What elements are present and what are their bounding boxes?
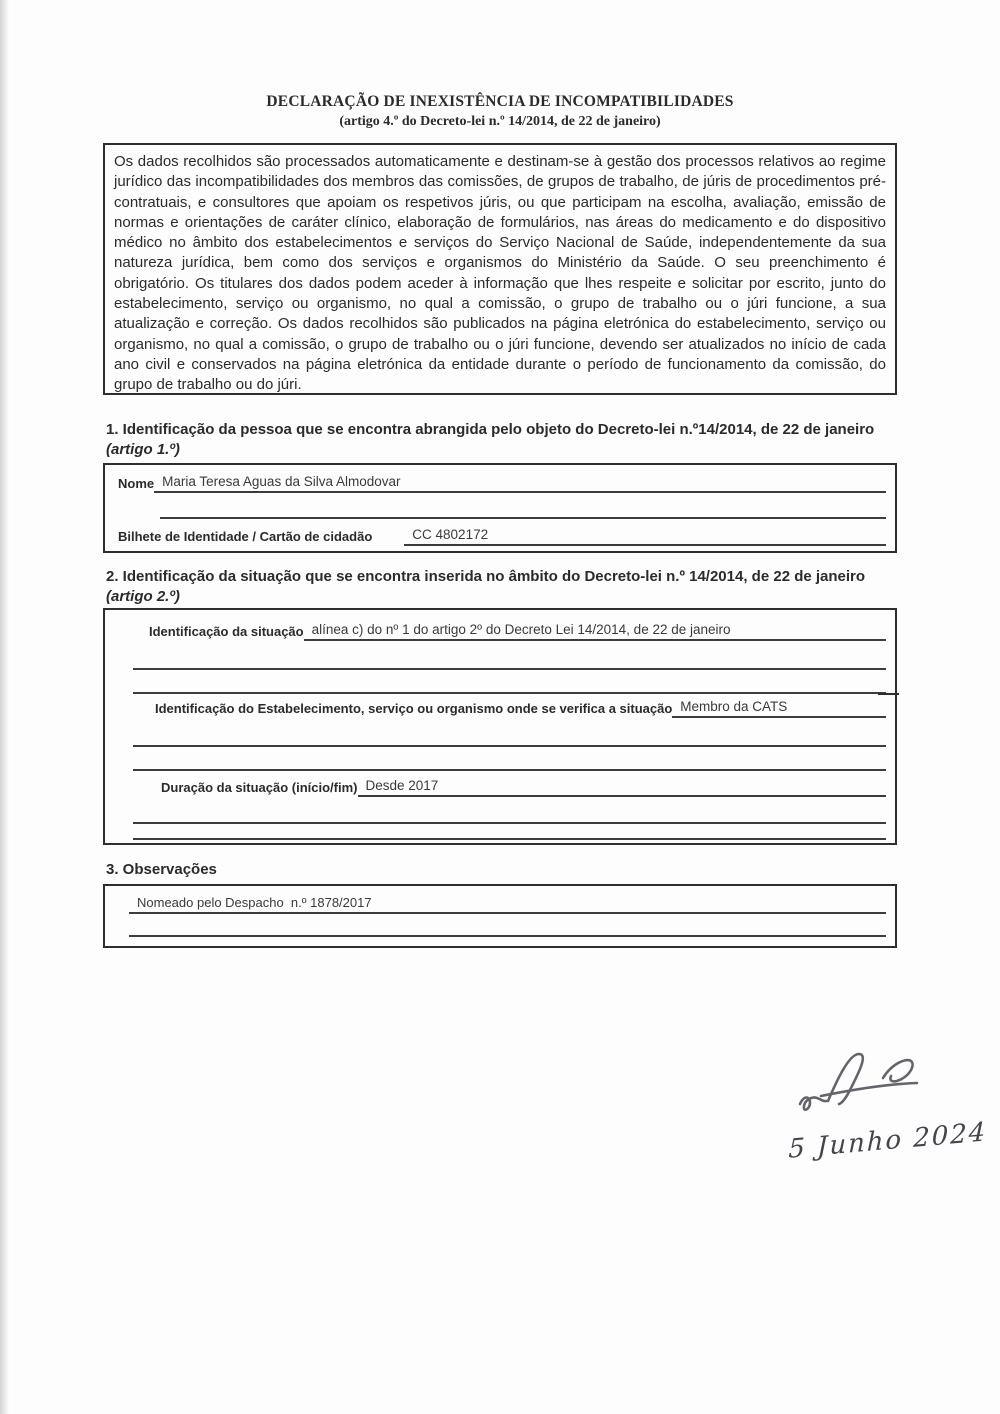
blank-line: [133, 668, 886, 670]
blank-line: [160, 517, 886, 519]
blank-line: [133, 838, 886, 840]
intro-box: [103, 143, 897, 395]
section2-heading-note: (artigo 2.º): [106, 588, 180, 605]
document-subtitle: (artigo 4.º do Decreto-lei n.º 14/2014, de 22 de janeiro): [339, 114, 661, 129]
section2-heading: [106, 567, 906, 607]
duracao-value: Desde 2017: [358, 778, 887, 797]
situacao-value: alínea c) do nº 1 do artigo 2º do Decreto Lei 14/2014, de 22 de janeiro: [304, 622, 886, 641]
section1-heading-note: (artigo 1.º): [106, 441, 180, 458]
observacoes-value: Nomeado pelo Despacho n.º 1878/2017: [129, 895, 886, 914]
estabelecimento-value: Membro da CATS: [672, 699, 886, 718]
field-row-estabelecimento: [155, 697, 886, 718]
document-title: DECLARAÇÃO DE INEXISTÊNCIA DE INCOMPATIBILIDADES: [266, 93, 734, 110]
bilhete-label: Bilhete de Identidade / Cartão de cidadão: [118, 529, 373, 544]
pen-tick-mark: [878, 693, 899, 695]
field-row-bilhete: [118, 525, 886, 546]
section3-box: [103, 884, 897, 948]
signature-scribble: [793, 1046, 945, 1130]
section1-heading-text: 1. Identificação da pessoa que se encontra abrangida pelo objeto do Decreto-lei n.º14/2014, de 22 de janeiro: [106, 421, 875, 438]
nome-value: Maria Teresa Aguas da Silva Almodovar: [154, 474, 886, 493]
estabelecimento-label: Identificação do Estabelecimento, serviço ou organismo onde se verifica a situação: [155, 701, 673, 716]
handwritten-date: 5 Junho 2024: [788, 1117, 988, 1165]
field-row-situacao: [149, 620, 886, 641]
section2-heading-text: 2. Identificação da situação que se encontra inserida no âmbito do Decreto-lei n.º 14/2014, de 22 de janeiro: [106, 568, 866, 585]
scan-edge-shadow: [0, 0, 9, 1414]
duracao-label: Duração da situação (início/fim): [161, 780, 358, 795]
section2-box: [103, 608, 897, 845]
document-header: [0, 93, 1000, 130]
section3-heading: 3. Observações: [106, 861, 217, 878]
field-row-duracao: [161, 776, 886, 797]
blank-line: [133, 745, 886, 747]
bilhete-value: CC 4802172: [404, 527, 886, 546]
blank-line: [133, 769, 886, 771]
nome-label: Nome: [118, 476, 155, 491]
blank-line: [133, 692, 886, 694]
field-row-observacoes: [129, 893, 886, 914]
intro-paragraph: Os dados recolhidos são processados automaticamente e destinam-se à gestão dos processos relativos ao regime jurídico das incompatibilidades dos membros das comissões, de grupos de trabalho, de júris de procedimentos pré-contratuais, e consultores que apoiam os respetivos júris, ou que participam na escolha, avaliação, emissão de normas e orientações de caráter clínico, elaboração de formulários, nas áreas do medicamento e do dispositivo médico no âmbito dos estabelecimentos e serviços do Serviço Nacional de Saúde, independentemente da sua natureza jurídica, bem como dos serviços e organismos do Ministério da Saúde. O seu preenchimento é obrigatório. Os titulares dos dados podem aceder à informação que lhes respeite e solicitar por escrito, junto do estabelecimento, serviço ou organismo, no qual a comissão, o grupo de trabalho ou o júri funcione, a sua atualização e correção. Os dados recolhidos são publicados na página eletrónica do estabelecimento, serviço ou organismo, no qual a comissão, o grupo de trabalho ou o júri funcione, devendo ser atualizados no início de cada ano civil e conservados na página eletrónica da entidade durante o período de funcionamento da comissão, do grupo de trabalho ou do júri.: [114, 153, 886, 394]
section1-box: [103, 463, 897, 553]
blank-line: [133, 822, 886, 824]
field-row-nome: [118, 472, 886, 493]
section1-heading: [106, 420, 906, 460]
blank-line: [129, 935, 886, 937]
situacao-label: Identificação da situação: [149, 624, 304, 639]
